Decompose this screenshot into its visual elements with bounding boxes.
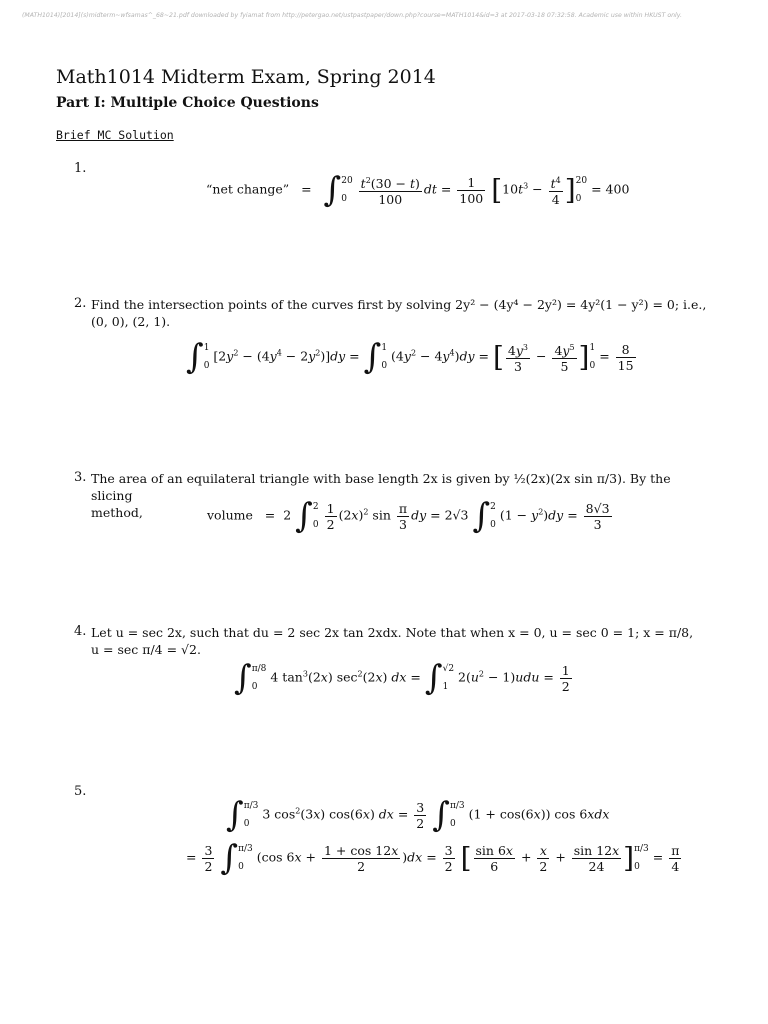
q3-line-1: The area of an equilateral triangle with base length 2x is given by ½(2x)(2x sin π/3). By the slicing: [91, 471, 671, 503]
section-subtitle: Part I: Multiple Choice Questions: [56, 95, 319, 111]
q5-equation-line-1: ∫ π/3 0 3 $\cos^2(3x)$ cos(6x) dx = $\frac{3}{2}$ ∫ π/3 0 (1 + cos(6x)) cos 6xdx: [226, 795, 610, 835]
question-number-4: 4.: [74, 624, 87, 639]
q3-line-2: method,: [91, 505, 143, 520]
q4-line-2: u = sec π/4 = √2.: [91, 642, 201, 657]
question-number-5: 5.: [74, 784, 87, 799]
page-title: Math1014 Midterm Exam, Spring 2014: [56, 66, 436, 88]
question-number-2: 2.: [74, 296, 87, 311]
q1-label: “net change”: [206, 181, 290, 197]
q3-equation: volume = 2 ∫ 2 0 $\frac{1}{2}$ $(2x)^2$ sin $\frac{\pi}{3}$ dy = 2√3 ∫ 2 0 $(1 - y^2)dy$ = $\frac{8√3}{3}$: [207, 496, 610, 536]
q2-line-1: Find the intersection points of the curves first by solving 2y² − (4y⁴ − 2y²) = 4y²(1 − y²) = 0; i.e.,: [91, 297, 707, 312]
q2-text: [91, 296, 711, 330]
q5-equation-line-2: = $\frac{3}{2}$ ∫ π/3 0 (cos 6x + $\frac{1 + \cos 12x}{2}$ )dx = $\frac{3}{2}$ [ $\frac{\sin 6x}{6}$ + $\frac{x}{2}$ + $\frac{\sin 12x}{24}$ ] π/3 0 = $\frac{\pi}{4}$: [186, 838, 680, 878]
brief-solution-heading: Brief MC Solution: [56, 128, 174, 142]
q4-line-1: Let u = sec 2x, such that du = 2 sec 2x tan 2xdx. Note that when x = 0, u = sec 0 = 1; x = π/8,: [91, 625, 694, 640]
q4-text: [91, 624, 711, 658]
question-number-1: 1.: [74, 161, 87, 176]
q1-equation: “net change” = ∫ 20 0 $\frac{t^2(30 - t)}{100}$ dt = $\frac{1}{100}$ [$10t^3$ − $\frac{t^4}{4}$ ] 20 0 = 400: [206, 170, 630, 210]
q3-label: volume: [207, 507, 253, 523]
q2-equation: ∫ 1 0 $[2y^2 - (4y^4 - 2y^2)]dy$ = ∫ 1 0 $(4y^2 - 4y^4)dy$ = [ $\frac{4y^3}{3}$ − $\frac{4y^5}{5}$ ] 1 0 = $\frac{8}{15}$: [186, 337, 634, 377]
q2-line-2: (0, 0), (2, 1).: [91, 314, 171, 329]
question-number-3: 3.: [74, 470, 87, 485]
download-watermark: (MATH1014)[2014](s)midterm~wfsamas^_68~21.pdf downloaded by fyiamat from http://petergao.net/ustpastpaper/down.php?course=MATH1014&id=3 at 2017-03-18 07:32:58. Academic use within HKUST only.: [22, 12, 682, 19]
q4-equation: ∫ π/8 0 4 $\tan^3(2x)$ $\sec^2(2x)$ dx = ∫ √2 1 $2(u^2 - 1)udu$ = $\frac{1}{2}$: [234, 658, 570, 698]
